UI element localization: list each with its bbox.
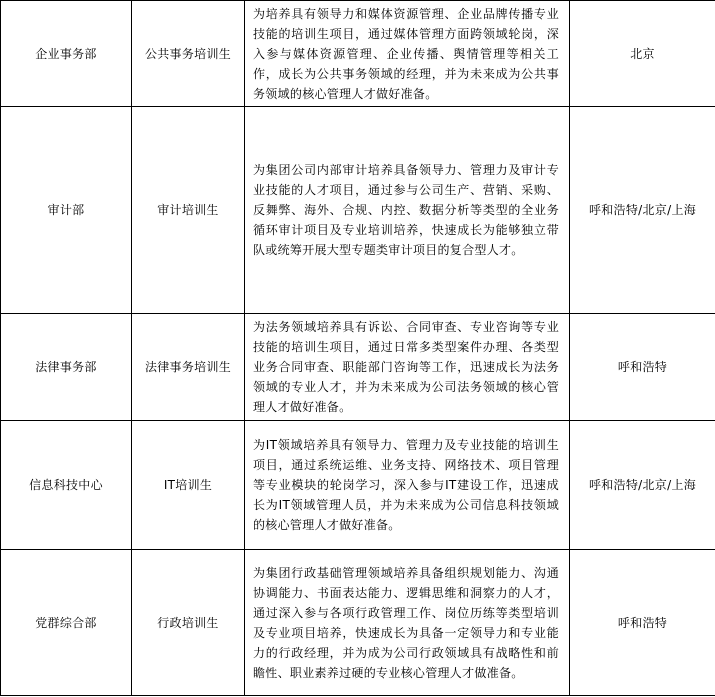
- location-cell: 呼和浩特/北京/上海: [570, 421, 715, 550]
- description-cell: 为集团行政基础管理领域培养具备组织规划能力、沟通协调能力、书面表达能力、逻辑思维和洞察力的人才，通过深入参与各项行政管理工作、岗位历练等类型培训及专业项目培养，快速成长为具备一定领导力和专业能力的行政经理，并为成为公司行政领域具有战略性和前瞻性、职业素养过硬的专业核心管理人才做准备。: [245, 550, 570, 696]
- description-cell: 为IT领域培养具有领导力、管理力及专业技能的培训生项目，通过系统运维、业务支持、网络技术、项目管理等专业模块的轮岗学习，深入参与IT建设工作，迅速成长为IT领域管理人员，并为未来成为公司信息科技领域的核心管理人才做好准备。: [245, 421, 570, 550]
- description-cell: 为培养具有领导力和媒体资源管理、企业品牌传播专业技能的培训生项目，通过媒体管理方面跨领域轮岗，深入参与媒体资源管理、企业传播、舆情管理等相关工作，成长为公共事务领域的经理，并为未来成为公共事务领域的核心管理人才做好准备。: [245, 1, 570, 107]
- department-cell: 法律事务部: [1, 314, 132, 421]
- department-cell: 审计部: [1, 107, 132, 314]
- position-cell: 法律事务培训生: [132, 314, 245, 421]
- table-row: [1, 314, 715, 421]
- table-row: [1, 1, 715, 107]
- table-row: [1, 550, 715, 696]
- table-row: [1, 107, 715, 314]
- position-cell: 公共事务培训生: [132, 1, 245, 107]
- department-cell: 信息科技中心: [1, 421, 132, 550]
- location-cell: 呼和浩特: [570, 314, 715, 421]
- department-cell: 党群综合部: [1, 550, 132, 696]
- position-cell: 行政培训生: [132, 550, 245, 696]
- location-cell: 呼和浩特/北京/上海: [570, 107, 715, 314]
- position-cell: IT培训生: [132, 421, 245, 550]
- description-cell: 为法务领域培养具有诉讼、合同审查、专业咨询等专业技能的培训生项目，通过日常多类型案件办理、各类型业务合同审查、职能部门咨询等工作，迅速成长为法务领域的专业人才，并为未来成为公司法务领域的核心管理人才做好准备。: [245, 314, 570, 421]
- location-cell: 北京: [570, 1, 715, 107]
- position-cell: 审计培训生: [132, 107, 245, 314]
- department-cell: 企业事务部: [1, 1, 132, 107]
- table-row: [1, 421, 715, 550]
- location-cell: 呼和浩特: [570, 550, 715, 696]
- description-cell: 为集团公司内部审计培养具备领导力、管理力及审计专业技能的人才项目，通过参与公司生产、营销、采购、反舞弊、海外、合规、内控、数据分析等类型的全业务循环审计项目及专业培训培养，快速成长为能够独立带队或统筹开展大型专题类审计项目的复合型人才。: [245, 107, 570, 314]
